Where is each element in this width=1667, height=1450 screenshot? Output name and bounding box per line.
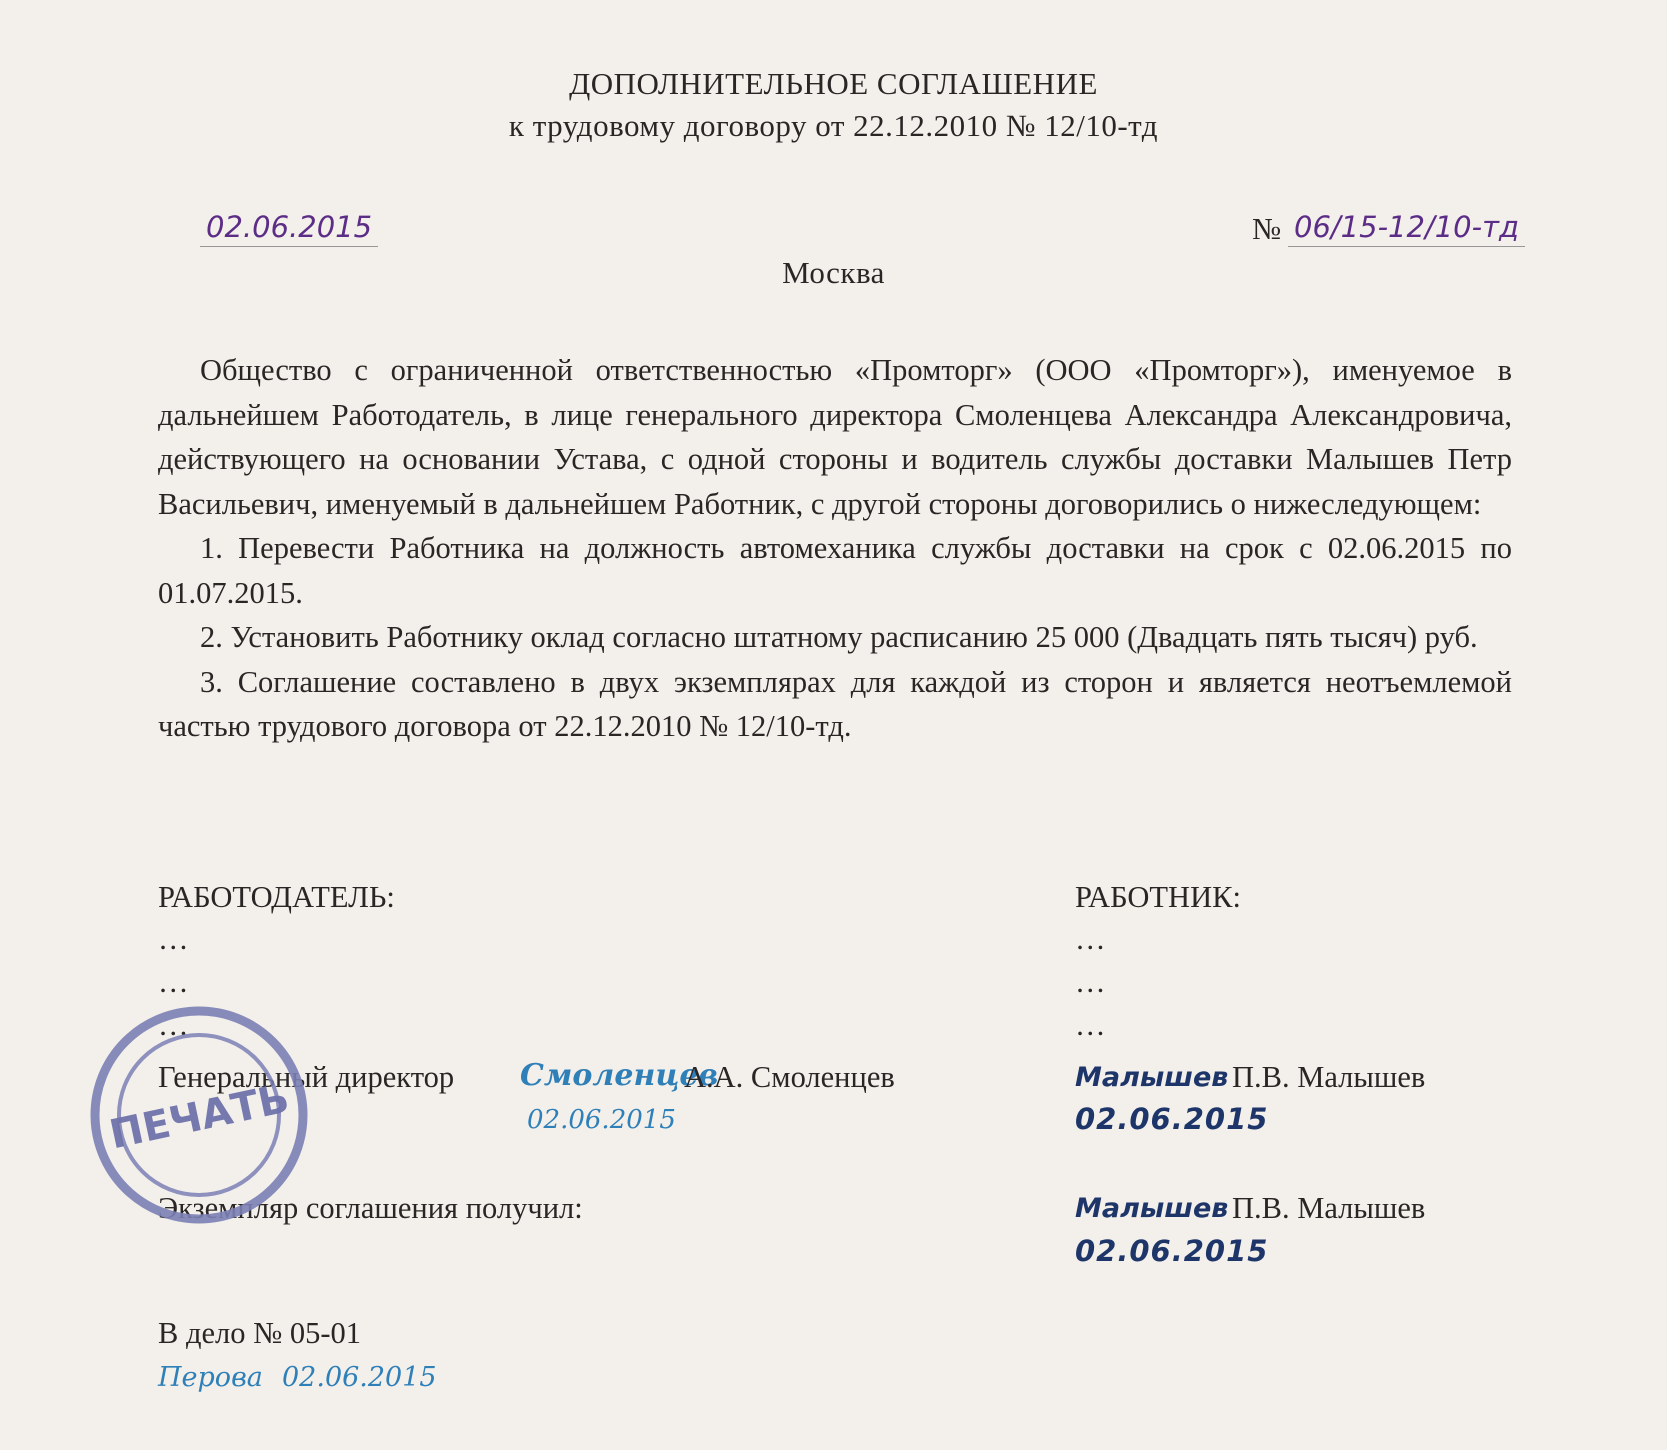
receipt-sign-date: 02.06.2015 xyxy=(1075,1234,1269,1268)
clause-3: 3. Соглашение составлено в двух экземплярах для каждой из сторон и является неотъемлемой частью трудового договора от 22.12.2010 № 12/10-тд. xyxy=(158,664,1512,743)
employer-sign-date: 02.06.2015 xyxy=(527,1105,676,1135)
agreement-body xyxy=(158,348,1512,749)
employer-name: А.А. Смоленцев xyxy=(684,1060,895,1094)
filing-signature: Перова xyxy=(158,1362,263,1393)
filing-date: 02.06.2015 xyxy=(282,1362,437,1393)
document-date: 02.06.2015 xyxy=(200,210,378,247)
stamp-outer-ring xyxy=(95,1011,303,1219)
employer-dots-2: … xyxy=(158,965,189,999)
number-sign: № xyxy=(1252,212,1282,246)
stamp-text: ПЕЧАТЬ xyxy=(105,1075,294,1159)
employee-dots-1: … xyxy=(1075,922,1106,956)
city: Москва xyxy=(782,255,885,290)
employer-dots-1: … xyxy=(158,922,189,956)
intro-paragraph: Общество с ограниченной ответственностью «Промторг» (ООО «Промторг»), именуемое в дальнейшем Работодатель, в лице генерального директора Смоленцева Александра Александровича, действующего на основании Устава, с одной стороны и водитель службы доставки Малышев Петр Васильевич, именуемый в дальнейшем Работник, с другой стороны договорились о нижеследующем: xyxy=(158,353,1512,521)
receipt-label: Экземпляр соглашения получил: xyxy=(158,1191,583,1225)
employer-heading: РАБОТОДАТЕЛЬ: xyxy=(158,880,395,914)
employee-dots-3: … xyxy=(1075,1008,1106,1042)
employer-signature: Смоленцев xyxy=(520,1058,719,1093)
clause-2: 2. Установить Работнику оклад согласно штатному расписанию 25 000 (Двадцать пять тысяч) руб. xyxy=(200,620,1478,654)
receipt-signature: Малышев xyxy=(1075,1193,1229,1224)
document-number: 06/15-12/10-тд xyxy=(1288,210,1525,247)
filing-label: В дело № 05-01 xyxy=(158,1316,362,1350)
employer-dots-3: … xyxy=(158,1008,189,1042)
stamp-inner-ring xyxy=(119,1035,279,1195)
employee-heading: РАБОТНИК: xyxy=(1075,880,1241,914)
employee-sign-date: 02.06.2015 xyxy=(1075,1102,1269,1136)
employee-name: П.В. Малышев xyxy=(1232,1060,1426,1094)
employer-position: Генеральный директор xyxy=(158,1060,455,1094)
employee-signature: Малышев xyxy=(1075,1062,1229,1093)
employee-dots-2: … xyxy=(1075,965,1106,999)
receipt-name: П.В. Малышев xyxy=(1232,1191,1426,1225)
clause-1: 1. Перевести Работника на должность автомеханика службы доставки на срок с 02.06.2015 по 01.07.2015. xyxy=(158,531,1512,610)
document-subtitle: к трудовому договору от 22.12.2010 № 12/10-тд xyxy=(508,108,1159,143)
document-title: ДОПОЛНИТЕЛЬНОЕ СОГЛАШЕНИЕ xyxy=(569,66,1098,101)
